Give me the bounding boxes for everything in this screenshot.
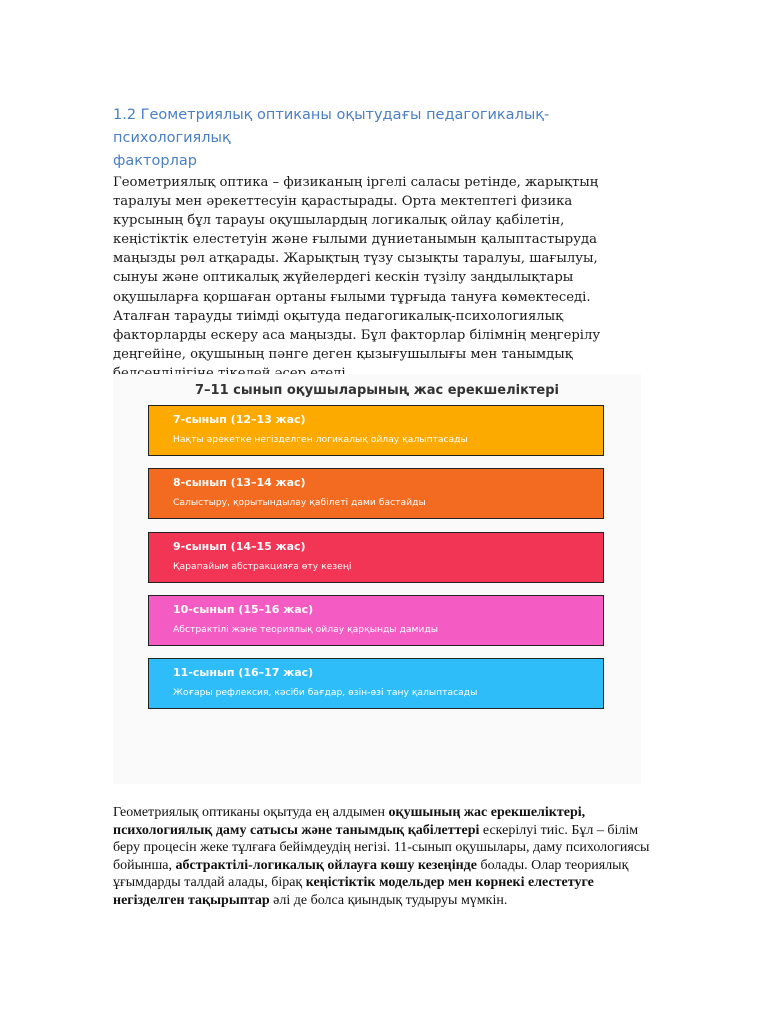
grade-11-box <box>148 658 604 709</box>
heading-line-1: 1.2 Геометриялық оптиканы оқытудағы педагогикалық-психологиялық <box>113 107 550 146</box>
box-title: 8-сынып (13–14 жас) <box>173 476 306 489</box>
intro-paragraph <box>113 173 643 383</box>
box-description: Қарапайым абстракцияға өту кезеңі <box>173 561 352 572</box>
box-title: 11-сынып (16–17 жас) <box>173 666 314 679</box>
section-heading <box>113 104 643 173</box>
text-run: әлі де болса қиындық тудыруы мүмкін. <box>269 892 508 908</box>
figure-title: 7–11 сынып оқушыларының жас ерекшеліктері <box>194 383 560 398</box>
grade-9-box <box>148 532 604 583</box>
para-line: Геометриялық оптика – физиканың іргелі саласы ретінде, жарықтың <box>113 175 599 190</box>
box-description: Салыстыру, қорытындылау қабілеті дами бастайды <box>173 497 426 508</box>
para-line: оқушыларға қоршаған ортаны ғылыми тұрғыда тануға көмектеседі. <box>113 289 591 305</box>
grade-7-box <box>148 405 604 456</box>
document-page <box>113 104 643 383</box>
text-run: болады. Олар теориялық ұғымдарды талдай алады, бірақ <box>113 857 629 891</box>
para-line: курсының бұл тарауы оқушылардың логикалық ойлау қабілетін, <box>113 213 565 229</box>
grade-8-box <box>148 468 604 519</box>
para-line: маңызды рөл атқарады. Жарықтың түзу сызықты таралуы, шағылуы, <box>113 251 598 267</box>
para-line: сынуы және оптикалық жүйелердегі кескін түзілу заңдылықтары <box>113 270 574 286</box>
age-features-figure <box>113 374 641 784</box>
box-description: Нақты әрекетке негізделген логикалық ойлау қалыптасады <box>173 434 468 445</box>
para-line: деңгейіне, оқушының пәнге деген қызығушылығы мен танымдық <box>113 346 573 362</box>
bold-run: оқушының жас ерекшеліктері, психологиялық даму сатысы және танымдық қабілеттері <box>113 805 586 838</box>
box-title: 9-сынып (14–15 жас) <box>173 540 306 553</box>
para-line: кеңістіктік елестетуін және ғылыми дүниетанымын қалыптастыруда <box>113 232 597 248</box>
text-run: Геометриялық оптиканы оқытуда ең алдымен <box>113 805 389 820</box>
box-title: 10-сынып (15–16 жас) <box>173 603 314 616</box>
heading-line-2: факторлар <box>113 153 197 169</box>
bold-run: абстрактілі-логикалық ойлауға көшу кезеңінде <box>175 857 477 873</box>
para-line: факторларды ескеру аса маңызды. Бұл факторлар білімнің меңгерілу <box>113 327 601 343</box>
para-line: Аталған тарауды тиімді оқытуда педагогикалық-психологиялық <box>113 308 564 324</box>
conclusion-paragraph <box>113 804 658 910</box>
box-title: 7-сынып (12–13 жас) <box>173 413 306 426</box>
para-line: таралуы мен әрекеттесуін қарастырады. Орта мектептегі физика <box>113 194 573 210</box>
text-run: ескерілуі тиіс. Бұл – білім беру процесін жеке тұлғаға бейімдеудің негізі. 11-сынып оқушылары, даму психологиясы бойынша, <box>113 822 650 873</box>
grade-10-box <box>148 595 604 646</box>
box-description: Абстрактілі және теориялық ойлау қарқынды дамиды <box>173 624 438 635</box>
bold-run: кеңістіктік модельдер мен көрнекі елестетуге негізделген тақырыптар <box>113 875 594 908</box>
box-description: Жоғары рефлексия, кәсіби бағдар, өзін-өзі тану қалыптасады <box>173 687 478 698</box>
